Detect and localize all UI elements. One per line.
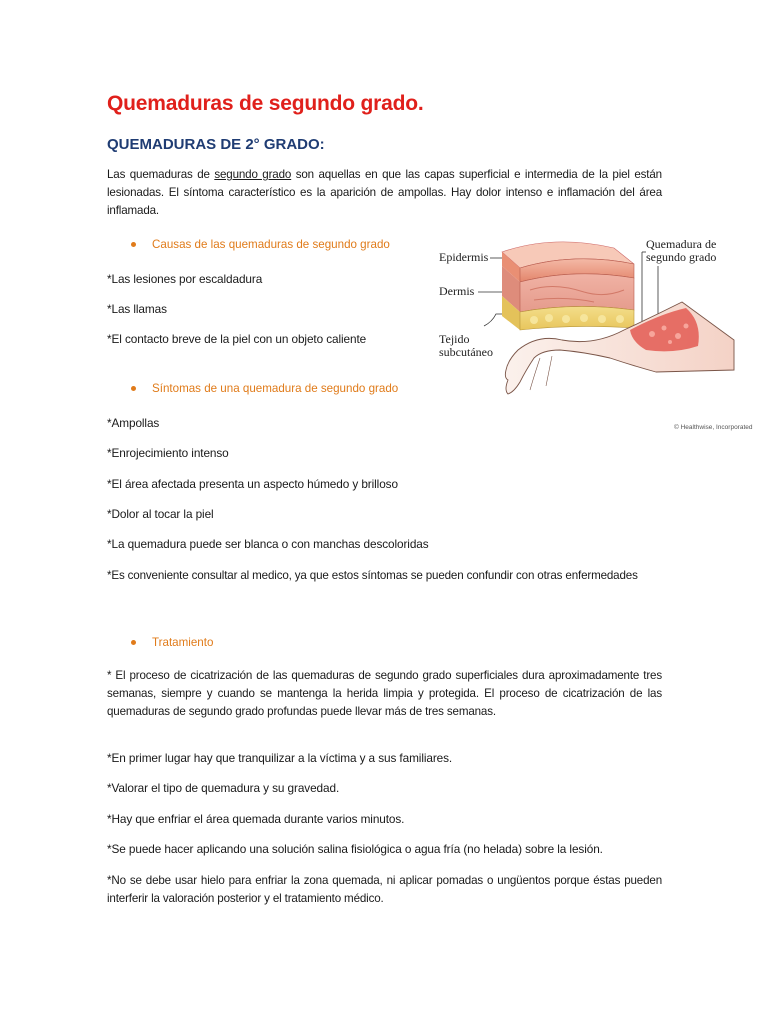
list-item: *Las lesiones por escaldadura: [107, 272, 263, 286]
symptoms-note: *Es conveniente consultar al medico, ya que estos síntomas se pueden confundir con otras enfermedades: [107, 569, 638, 582]
list-item: *Enrojecimiento intenso: [107, 446, 229, 460]
page-title: Quemaduras de segundo grado.: [107, 92, 424, 115]
bullet-dot-icon: [131, 242, 136, 247]
list-item: *Dolor al tocar la piel: [107, 507, 214, 521]
burn-label-2: segundo grado: [646, 250, 717, 264]
intro-underlined: segundo grado: [214, 168, 292, 181]
symptoms-bullet: [131, 382, 398, 395]
list-item: *Valorar el tipo de quemadura y su gravedad.: [107, 781, 340, 795]
list-item: *El área afectada presenta un aspecto húmedo y brilloso: [107, 477, 398, 491]
figure-credit: © Healthwise, Incorporated: [674, 424, 753, 431]
symptoms-bullet-label: Síntomas de una quemadura de segundo grado: [152, 382, 399, 395]
bullet-dot-icon: [131, 386, 136, 391]
list-item: *Las llamas: [107, 302, 167, 316]
causes-bullet: [131, 238, 390, 251]
treatment-last: *No se debe usar hielo para enfriar la zona quemada, ni aplicar pomadas o ungüentos porque éstas pueden interferir la valoración posterior y el tratamiento médico.: [107, 874, 662, 905]
skin-layers-illustration: [434, 230, 764, 435]
list-item: *Se puede hacer aplicando una solución salina fisiológica o agua fría (no helada) sobre la lesión.: [107, 842, 603, 856]
treatment-bullet: [131, 636, 213, 649]
burn-label-1: Quemadura de: [646, 237, 717, 251]
intro-prefix: Las quemaduras de: [107, 168, 215, 181]
dermis-label: Dermis: [439, 284, 475, 298]
section-heading: QUEMADURAS DE 2° GRADO:: [107, 136, 325, 153]
skin-block: [502, 242, 634, 330]
treatment-bullet-label: Tratamiento: [152, 636, 214, 649]
list-item: *En primer lugar hay que tranquilizar a la víctima y a sus familiares.: [107, 751, 453, 765]
tejido-label-2: subcutáneo: [439, 345, 493, 359]
list-item: *Ampollas: [107, 416, 160, 430]
list-item: *Hay que enfriar el área quemada durante varios minutos.: [107, 812, 405, 826]
treatment-intro: * El proceso de cicatrización de las quemaduras de segundo grado superficiales dura aproximadamente tres semanas, siempre y cuando se mantenga la herida limpia y protegida. El proceso de cicatrización de las quemaduras de segundo grado profundas puede llevar más de tres semanas.: [107, 669, 662, 718]
epidermis-label: Epidermis: [439, 250, 489, 264]
causes-bullet-label: Causas de las quemaduras de segundo grado: [152, 238, 390, 251]
list-item: *La quemadura puede ser blanca o con manchas descoloridas: [107, 537, 429, 551]
list-item: *El contacto breve de la piel con un objeto caliente: [107, 332, 367, 346]
tejido-label-1: Tejido: [439, 332, 470, 346]
intro-paragraph: [107, 166, 662, 220]
bullet-dot-icon: [131, 640, 136, 645]
intro-rest: son aquellas en que las capas superficial e intermedia de la piel están lesionadas. El síntoma característico es la aparición de ampollas. Hay dolor intenso e inflamación del área inflamada.: [107, 168, 662, 217]
